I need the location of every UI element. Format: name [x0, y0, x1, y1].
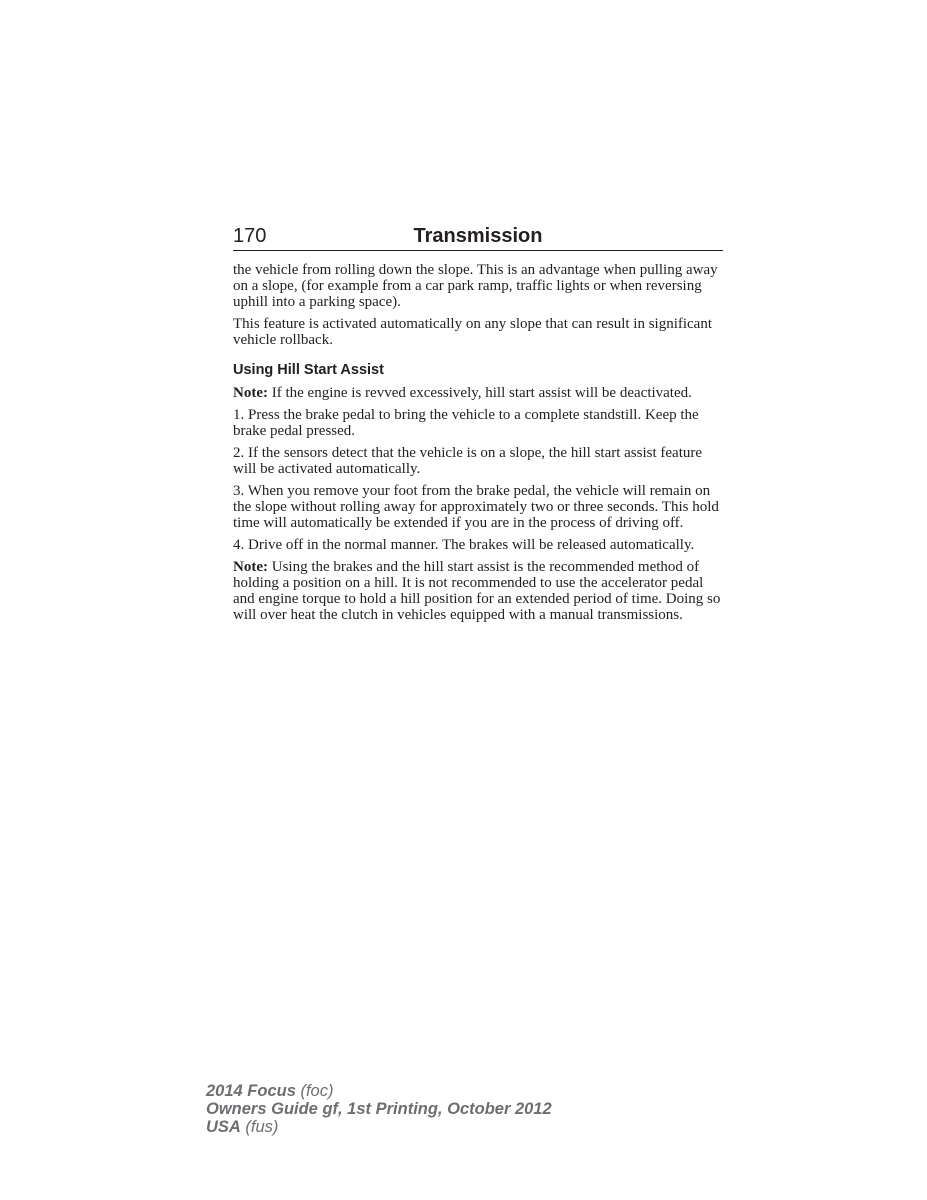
step-4: 4. Drive off in the normal manner. The brakes will be released automatically. — [233, 537, 695, 553]
step-1: 1. Press the brake pedal to bring the vehicle to a complete standstill. Keep the brake pedal pressed. — [233, 407, 699, 439]
page-header — [233, 222, 723, 251]
section-title: Transmission — [413, 225, 543, 247]
subsection-heading: Using Hill Start Assist — [233, 362, 384, 378]
footer-model-line — [206, 1082, 552, 1100]
footer-market-line — [206, 1118, 552, 1136]
footer-market: USA — [206, 1118, 241, 1136]
step-3: 3. When you remove your foot from the brake pedal, the vehicle will remain on the slope without rolling away for approximately two or three seconds. This hold time will automatically be extended if you are in the process of driving off. — [233, 483, 719, 531]
page-footer — [206, 1082, 552, 1136]
note-text: If the engine is revved excessively, hill start assist will be deactivated. — [267, 385, 692, 401]
footer-model-code: (foc) — [295, 1082, 334, 1100]
note-text: Using the brakes and the hill start assist is the recommended method of holding a position on a hill. It is not recommended to use the accelerator pedal and engine torque to hold a hill position for an extended period of time. Doing so will over heat the clutch in vehicles equipped with a manual transmissions. — [233, 559, 721, 623]
page-body — [233, 262, 723, 629]
paragraph-continued: the vehicle from rolling down the slope. This is an advantage when pulling away on a slope, (for example from a car park ramp, traffic lights or when reversing uphill into a parking space). — [233, 262, 718, 310]
note-label: Note: — [233, 559, 268, 575]
page-number: 170 — [233, 225, 267, 247]
step-2: 2. If the sensors detect that the vehicle is on a slope, the hill start assist feature will be activated automatically. — [233, 445, 703, 477]
footer-model: 2014 Focus — [206, 1082, 296, 1100]
note-recommendation — [233, 559, 723, 623]
footer-edition-line: Owners Guide gf, 1st Printing, October 2012 — [206, 1100, 552, 1118]
paragraph-activation: This feature is activated automatically on any slope that can result in significant vehicle rollback. — [233, 316, 713, 348]
footer-market-code: (fus) — [240, 1118, 279, 1136]
note-deactivation — [233, 385, 723, 401]
note-label: Note: — [233, 385, 268, 401]
